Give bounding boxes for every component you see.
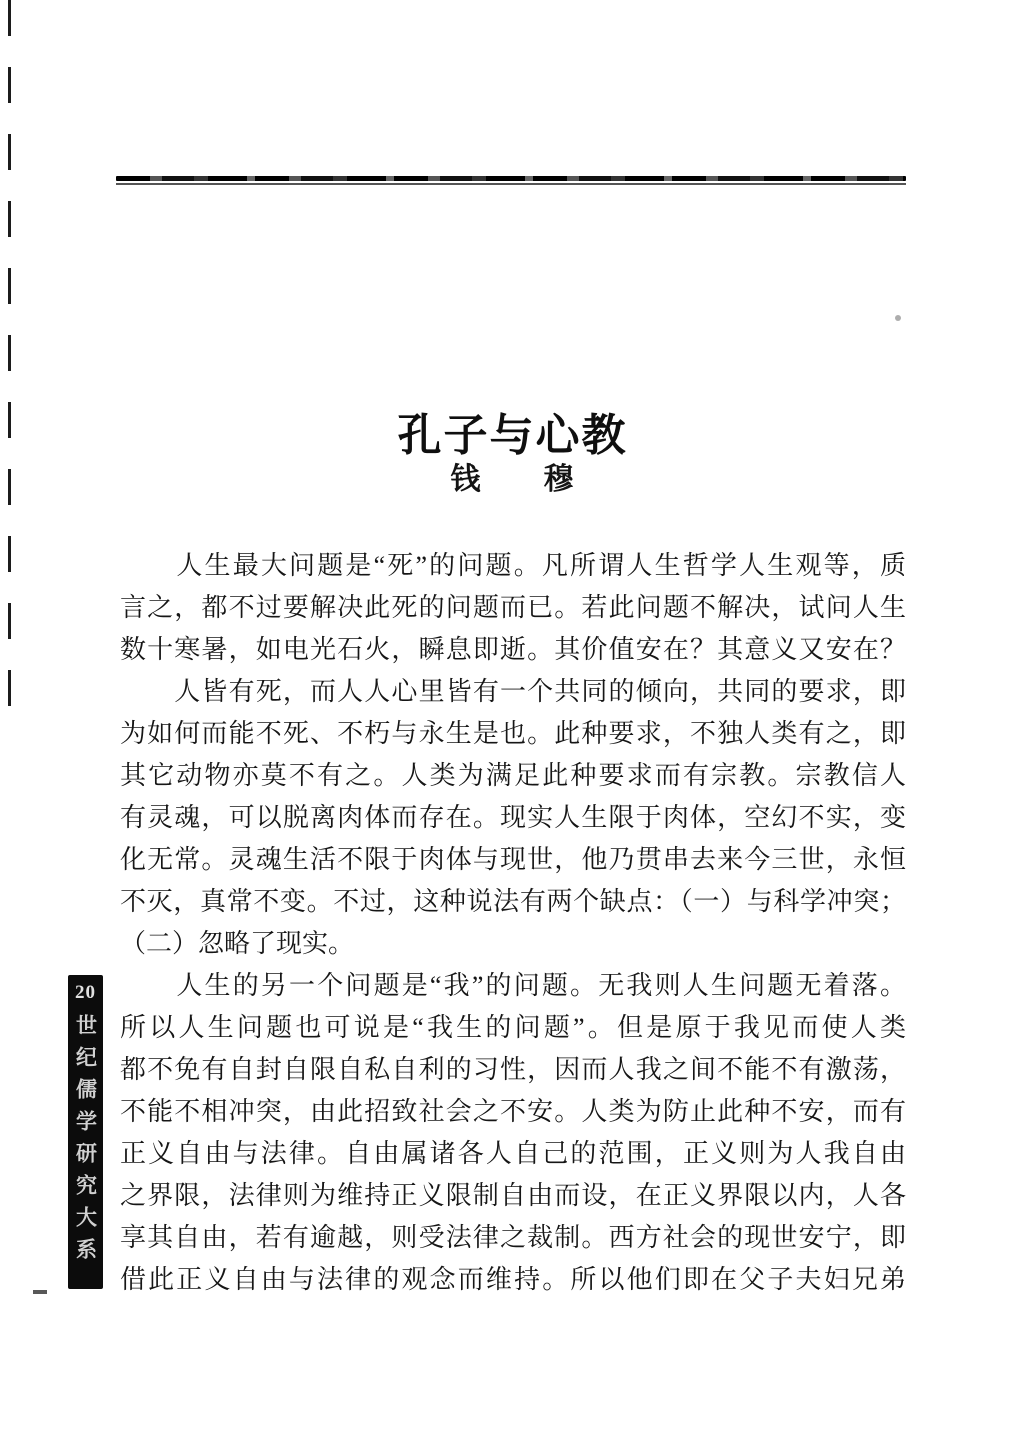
text-line: 之界限，法律则为维持正义限制自由而设，在正义界限以内，人各 bbox=[120, 1181, 906, 1210]
text-line: 借此正义自由与法律的观念而维持。所以他们即在父子夫妇兄弟 bbox=[120, 1265, 906, 1294]
text-line: 人生的另一个问题是“我”的问题。无我则人生问题无着落。 bbox=[120, 971, 906, 1000]
header-rule-thin-line bbox=[116, 183, 906, 185]
series-number: 20 bbox=[75, 982, 96, 1003]
series-title-vertical: 世纪儒学研究大系 bbox=[73, 1014, 98, 1270]
text-line: 享其自由，若有逾越，则受法律之裁制。西方社会的现世安宁，即 bbox=[120, 1223, 906, 1252]
author-name: 钱 穆 bbox=[450, 463, 575, 496]
scan-dash-artifact bbox=[33, 1290, 47, 1294]
text-line: 不能不相冲突，由此招致社会之不安。人类为防止此种不安，而有 bbox=[120, 1097, 906, 1126]
text-line: 为如何而能不死、不朽与永生是也。此种要求，不独人类有之，即 bbox=[120, 719, 906, 748]
text-line: 言之，都不过要解决此死的问题而已。若此问题不解决，试问人生 bbox=[120, 593, 906, 622]
text-line: 数十寒暑，如电光石火，瞬息即逝。其价值安在？其意义又安在？ bbox=[120, 635, 906, 664]
binding-edge-artifact bbox=[8, 0, 11, 712]
text-line: 不灭，真常不变。不过，这种说法有两个缺点：（一）与科学冲突； bbox=[120, 887, 906, 916]
header-rule bbox=[116, 176, 906, 185]
text-line: 所以人生问题也可说是“我生的问题”。但是原于我见而使人类 bbox=[120, 1013, 906, 1042]
text-line: 人生最大问题是“死”的问题。凡所谓人生哲学人生观等，质 bbox=[120, 551, 906, 580]
text-line: 有灵魂，可以脱离肉体而存在。现实人生限于肉体，空幻不实，变 bbox=[120, 803, 906, 832]
scan-speck bbox=[895, 315, 901, 321]
article-title: 孔子与心教 bbox=[397, 411, 628, 461]
header-rule-thick-line bbox=[116, 176, 906, 181]
text-line: 都不免有自封自限自私自利的习性，因而人我之间不能不有激荡， bbox=[120, 1055, 906, 1084]
text-line: （二）忽略了现实。 bbox=[120, 929, 355, 958]
text-line: 人皆有死，而人人心里皆有一个共同的倾向，共同的要求，即 bbox=[120, 677, 906, 706]
article-body bbox=[120, 545, 906, 1301]
text-line: 正义自由与法律。自由属诸各人自己的范围，正义则为人我自由 bbox=[120, 1139, 906, 1168]
series-spine-label bbox=[68, 975, 103, 1289]
text-line: 其它动物亦莫不有之。人类为满足此种要求而有宗教。宗教信人 bbox=[120, 761, 906, 790]
text-line: 化无常。灵魂生活不限于肉体与现世，他乃贯串去来今三世，永恒 bbox=[120, 845, 906, 874]
